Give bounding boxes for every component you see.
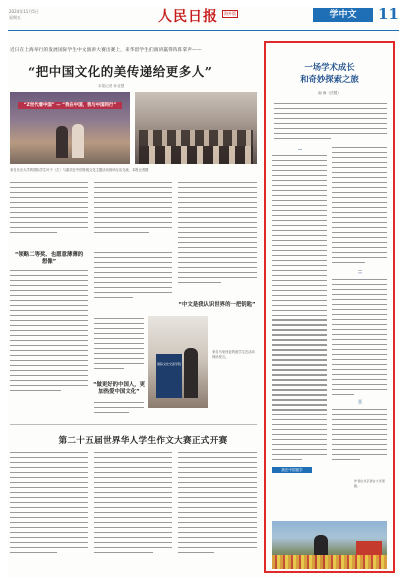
- highlighted-body-column-2c: [332, 409, 387, 465]
- lower-body-column-2: [94, 452, 172, 574]
- lead-body-column-2d: [94, 402, 144, 422]
- highlighted-body-column-2a: [332, 147, 387, 267]
- masthead: [8, 6, 399, 42]
- lead-subhead-1: “领略二等奖、也愿意薄薄的想像”: [14, 252, 84, 265]
- lead-body-column-3: [178, 182, 257, 312]
- speaker-photo: [148, 316, 208, 408]
- flower-bed: [272, 555, 387, 569]
- podium: [156, 354, 182, 398]
- highlighted-body-column-2b: [332, 279, 387, 397]
- newspaper-logo-edition: 海外版: [224, 11, 236, 16]
- stage-banner: “Z世代看中国” — “我在中国，我与中国同行”: [18, 102, 122, 109]
- speaker-photo-caption: 来自马来西亚的留学生在活动现场发言。: [212, 350, 255, 359]
- lead-byline: 本报记者 孙亚慧: [98, 84, 125, 88]
- lead-photo-audience: [135, 92, 257, 164]
- section-number-3: 三: [358, 399, 362, 404]
- highlighted-article-author: 南 雨（法国）: [318, 91, 341, 95]
- person-figure: [56, 126, 68, 158]
- highlighted-body-column-1: [272, 155, 327, 465]
- newspaper-logo: 人民日报: [158, 9, 218, 25]
- author-photo-caption: 作者在北京语言大学留影。: [354, 479, 385, 488]
- section-label: 学中文: [313, 8, 373, 22]
- page-number: 11: [378, 5, 399, 23]
- lead-body-column-2c: [94, 318, 144, 378]
- issue-date: 2024年11月5日: [9, 9, 39, 14]
- lead-body-column-1: [10, 182, 88, 248]
- highlighted-article-title: 一场学术成长 和奇妙探索之旅: [300, 62, 359, 84]
- lead-body-column-2: [94, 182, 172, 248]
- audience-row: [139, 146, 253, 164]
- section-divider: [10, 424, 257, 425]
- podium-sign: 国际文化交流学院: [157, 362, 182, 366]
- lead-body-column-1b: [10, 270, 88, 420]
- speaker-figure: [184, 348, 198, 398]
- masthead-rule: [8, 30, 399, 31]
- audience-row: [139, 130, 253, 146]
- newspaper-page: [8, 6, 399, 578]
- section-number-2: 二: [358, 269, 362, 274]
- lead-subhead-3: “做更好的中国人，更加热爱中国文化”: [92, 382, 146, 395]
- lead-subhead-2: “中文是我认识世界的一把钥匙”: [178, 302, 256, 308]
- highlighted-intro: [274, 103, 387, 143]
- person-figure: [72, 124, 84, 158]
- author-photo: [272, 521, 387, 569]
- issue-weekday: 星期五: [9, 15, 21, 20]
- lead-kicker: 近日在上海举行的发展国际学生中文演讲大赛出赛上，来华留学生们演讲赢得阵阵掌声——: [10, 48, 202, 53]
- lower-body-column-1: [10, 452, 88, 574]
- lead-photo-stage: [10, 92, 130, 164]
- highlighted-article[interactable]: [264, 41, 395, 573]
- lead-body-column-2b: [94, 252, 172, 312]
- column-tag: 我在中国留学: [272, 467, 312, 473]
- lower-article-headline: 第二十五届世界华人学生作文大赛正式开赛: [58, 436, 228, 446]
- lower-body-column-3: [178, 452, 257, 574]
- lead-headline: “把中国文化的美传递给更多人”: [28, 64, 213, 79]
- lead-photo-caption: 来自北京大学的国际学生叶子（左）与嘉宾在中国传统文化主题活动现场互动交流。本报记者摄: [10, 168, 149, 172]
- section-number-1: 一: [298, 147, 302, 152]
